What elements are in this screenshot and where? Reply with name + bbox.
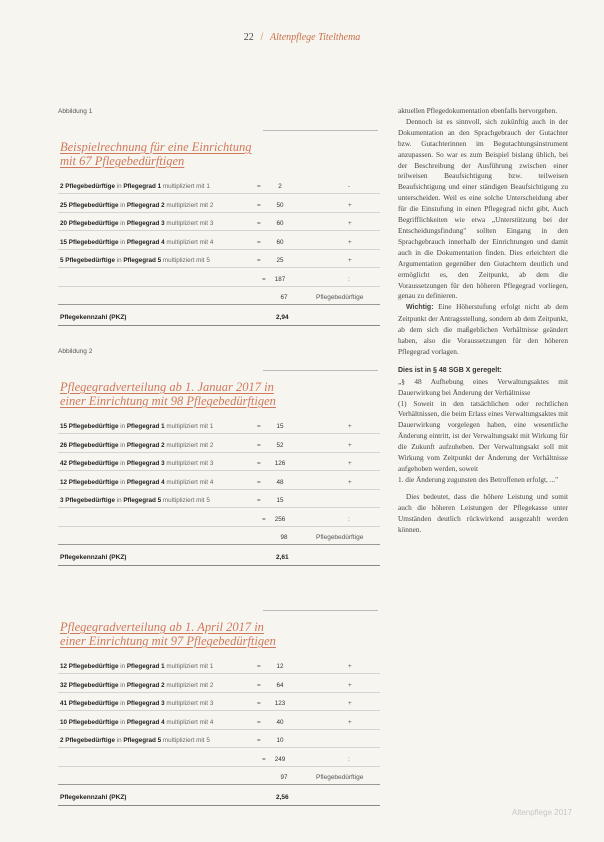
row-grade-word: Pflegegrad: [126, 201, 160, 209]
equals-sign: =: [262, 275, 266, 283]
row-divider: [58, 470, 380, 471]
sum-operator: :: [348, 515, 350, 523]
row-divider: [58, 710, 380, 711]
pkz-row: [58, 554, 380, 568]
row-in: in: [116, 737, 122, 744]
row-grade: 3: [161, 220, 165, 227]
equals-sign: =: [257, 663, 261, 670]
row-label: Pflegebedürftige: [68, 681, 119, 689]
row-multiplied: multipliziert mit: [166, 663, 209, 670]
equals-sign: =: [257, 183, 261, 190]
divider: [263, 610, 378, 611]
pkz-row: [58, 794, 380, 808]
row-factor: 1: [209, 423, 214, 430]
pkz-divider: [58, 325, 380, 326]
row-multiplied: multipliziert mit: [166, 220, 209, 227]
row-description: [60, 662, 213, 672]
total-value: 98: [280, 534, 288, 541]
row-factor: 2: [209, 201, 214, 209]
row-count: 42: [60, 460, 68, 467]
law-heading: Dies ist in § 48 SGB X geregelt:: [398, 366, 502, 374]
paragraph-text: Eine Höherstufung erfolgt nicht ab dem Zeitpunkt der Antragsstellung, sondern ab dem Zeitpunkt, ab dem sich die maßgeblichen Verhältnisse geändert haben, also die Voraussetzungen für den höheren Pflegegrad vorlagen.: [398, 302, 568, 356]
calc-row: [58, 681, 380, 695]
row-grade: 5: [157, 257, 162, 264]
row-result: 50: [276, 201, 284, 209]
figure-block: [58, 108, 380, 321]
row-divider: [58, 544, 380, 545]
figure-title-line: Pflegegradverteilung ab 1. April 2017 in: [60, 620, 264, 634]
calc-row: [58, 256, 380, 270]
row-divider: [58, 286, 380, 287]
paragraph: Dennoch ist es sinnvoll, sich zukünftig auch in der Dokumentation an den Sprachgebrauch der Gutachter bzw. Gutachterinnen im Begutachtungsinstrument anzupassen. So war es zum Beispiel bislang üblich, bei der Beschreibung der Ausführung zwischen einer teilweisen Beaufsichtigung bzw. teilweisen Beaufsichtigung und einer ständigen Beaufsichtigung zu unterscheiden. Weil es eine solche Unterscheidung aber für die Einstufung in einen Pflegegrad nicht gibt, Auch Begrifflichkeiten wie etwa „Unterstützung bei der Entscheidungsfindung" sollten Eingang in den Sprachgebrauch innerhalb der Einrichtungen und damit auch in die Dokumentation finden. Dies erleichtert die Argumentation gegenüber den Gutachtern deutlich und ermöglicht es, den Zeitpunkt, ab dem die Voraussetzungen für den höheren Pflegegrad vorliegen, genau zu definieren.: [398, 116, 568, 301]
row-grade: 5: [157, 737, 162, 744]
figure-title: [60, 140, 252, 168]
row-multiplied: multipliziert mit: [162, 183, 205, 190]
row-grade-word: Pflegegrad: [126, 220, 160, 227]
header-separator: /: [260, 32, 264, 43]
row-divider: [58, 507, 380, 508]
row-label: Pflegebedürftige: [65, 257, 115, 264]
row-description: [60, 478, 213, 488]
section-title: Altenpflege Titelthema: [270, 32, 361, 43]
row-multiplied: multipliziert mit: [166, 238, 209, 246]
row-factor: 5: [206, 737, 210, 744]
row-description: [60, 182, 210, 192]
row-label: Pflegebedürftige: [68, 718, 119, 726]
sum-row: [58, 755, 380, 769]
equals-sign: =: [262, 755, 266, 763]
row-grade: 1: [161, 423, 165, 430]
row-count: 12: [60, 663, 68, 670]
row-multiplied: multipliziert mit: [166, 478, 209, 486]
figure-title-line: Pflegegradverteilung ab 1. Januar 2017 in: [60, 380, 274, 394]
total-unit: Pflegebedürftige: [316, 534, 364, 541]
calc-row: [58, 441, 380, 455]
row-in: in: [120, 663, 126, 670]
equals-sign: =: [262, 515, 266, 523]
row-factor: 2: [209, 441, 214, 449]
row-description: [60, 422, 213, 432]
figure-label: Abbildung 1: [58, 108, 93, 115]
row-multiplied: multipliziert mit: [166, 681, 209, 689]
row-count: 41: [60, 700, 68, 707]
pkz-divider: [58, 565, 380, 566]
row-grade-word: Pflegegrad: [126, 441, 160, 449]
row-result: 126: [274, 460, 286, 467]
row-in: in: [120, 201, 126, 209]
pkz-label: Pflegekennzahl (PKZ): [60, 553, 127, 561]
row-factor: 5: [206, 497, 210, 504]
row-divider: [58, 433, 380, 434]
row-grade-word: Pflegegrad: [126, 460, 160, 467]
row-grade: 4: [161, 718, 165, 726]
row-count: 3: [60, 497, 64, 504]
row-grade-word: Pflegegrad: [126, 681, 160, 689]
row-multiplied: multipliziert mit: [166, 201, 209, 209]
calc-row: [58, 718, 380, 732]
pkz-label: Pflegekennzahl (PKZ): [60, 313, 127, 321]
row-result: 15: [276, 497, 284, 504]
row-result: 60: [276, 220, 284, 227]
row-grade: 4: [161, 478, 165, 486]
row-multiplied: multipliziert mit: [166, 700, 209, 707]
sum-value: 249: [274, 755, 286, 763]
row-label: Pflegebedürftige: [68, 663, 119, 670]
row-result: 40: [276, 718, 284, 726]
row-count: 2: [60, 183, 64, 190]
row-operator: +: [348, 238, 352, 246]
row-operator: +: [348, 718, 352, 726]
figure-title-line: Beispielrechnung für eine Einrichtung: [60, 140, 252, 154]
page-number: 22: [243, 32, 254, 43]
row-in: in: [116, 183, 122, 190]
equals-sign: =: [257, 460, 261, 467]
row-divider: [58, 673, 380, 674]
row-count: 26: [60, 441, 68, 449]
row-result: 2: [278, 183, 282, 190]
row-grade-word: Pflegegrad: [123, 257, 156, 264]
row-count: 20: [60, 220, 68, 227]
row-count: 25: [60, 201, 68, 209]
total-unit: Pflegebedürftige: [316, 774, 364, 781]
row-divider: [58, 249, 380, 250]
row-label: Pflegebedürftige: [65, 737, 115, 744]
row-multiplied: multipliziert mit: [162, 737, 205, 744]
row-factor: 3: [209, 700, 214, 707]
row-divider: [58, 692, 380, 693]
row-divider: [58, 729, 380, 730]
equals-sign: =: [257, 737, 261, 744]
row-label: Pflegebedürftige: [68, 238, 119, 246]
divider: [263, 370, 378, 371]
law-quote: (1) Soweit in den tatsächlichen oder rechtlichen Verhältnissen, die beim Erlass eines Verwaltungsaktes mit Dauerwirkung vorgelegen haben, eine wesentliche Änderung eintritt, ist der Verwaltungsakt mit Wirkung für die Zukunft aufzuheben. Der Verwaltungsakt soll mit Wirkung vom Zeitpunkt der Änderung der Verhältnisse aufgehoben werden, soweit: [398, 398, 568, 473]
equals-sign: =: [257, 201, 261, 209]
sum-operator: :: [348, 755, 350, 763]
calc-row: [58, 736, 380, 750]
row-operator: -: [348, 183, 351, 190]
equals-sign: =: [257, 718, 261, 726]
row-divider: [58, 212, 380, 213]
row-in: in: [116, 257, 122, 264]
row-description: [60, 699, 213, 709]
equals-sign: =: [257, 700, 261, 707]
figure-title-line: einer Einrichtung mit 98 Pflegebedürftigen: [60, 394, 276, 408]
row-grade-word: Pflegegrad: [126, 478, 160, 486]
row-operator: +: [348, 663, 352, 670]
row-factor: 2: [209, 681, 214, 689]
row-divider: [58, 747, 380, 748]
row-grade-word: Pflegegrad: [126, 700, 160, 707]
sum-operator: :: [348, 275, 350, 283]
row-description: [60, 256, 210, 266]
row-operator: +: [348, 201, 352, 209]
row-operator: +: [348, 441, 352, 449]
pkz-label: Pflegekennzahl (PKZ): [60, 793, 127, 801]
pkz-value: 2,94: [276, 313, 289, 321]
row-factor: 3: [209, 220, 214, 227]
row-multiplied: multipliziert mit: [162, 497, 205, 504]
row-grade: 2: [161, 681, 165, 689]
calc-row: [58, 662, 380, 676]
row-count: 12: [60, 478, 68, 486]
row-result: 25: [276, 257, 284, 264]
row-factor: 4: [209, 478, 214, 486]
row-in: in: [120, 423, 126, 430]
row-operator: +: [348, 478, 352, 486]
figure-title: [60, 620, 276, 648]
row-multiplied: multipliziert mit: [166, 718, 209, 726]
row-grade-word: Pflegegrad: [126, 718, 160, 726]
row-description: [60, 201, 213, 211]
sum-row: [58, 515, 380, 529]
row-factor: 1: [209, 663, 214, 670]
row-divider: [58, 304, 380, 305]
paragraph: Dies bedeutet, dass die höhere Leistung und somit auch die höheren Leistungen der Pflegekasse unter Umständen deutlich rückwirkend ausgezahlt werden können.: [398, 491, 568, 534]
row-in: in: [120, 681, 126, 689]
row-result: 15: [276, 423, 284, 430]
row-in: in: [120, 460, 126, 467]
row-in: in: [120, 718, 126, 726]
row-grade-word: Pflegegrad: [123, 737, 156, 744]
figure-block: [58, 588, 380, 801]
row-description: [60, 459, 213, 469]
row-label: Pflegebedürftige: [68, 460, 119, 467]
row-description: [60, 718, 213, 728]
row-in: in: [120, 238, 126, 246]
calc-row: [58, 422, 380, 436]
row-count: 2: [60, 737, 64, 744]
row-in: in: [120, 441, 126, 449]
row-multiplied: multipliziert mit: [166, 423, 209, 430]
row-divider: [58, 784, 380, 785]
row-count: 10: [60, 718, 68, 726]
row-operator: +: [348, 423, 352, 430]
row-label: Pflegebedürftige: [65, 183, 115, 190]
row-result: 123: [274, 700, 286, 707]
sum-row: [58, 275, 380, 289]
row-factor: 1: [206, 183, 210, 190]
total-value: 97: [280, 774, 288, 781]
row-count: 15: [60, 423, 68, 430]
calc-row: [58, 238, 380, 252]
row-description: [60, 219, 213, 229]
calc-row: [58, 699, 380, 713]
figure-label: Abbildung 2: [58, 348, 93, 355]
row-count: 32: [60, 681, 68, 689]
footer-reference: Altenpflege 2017: [512, 808, 573, 817]
row-divider: [58, 489, 380, 490]
row-multiplied: multipliziert mit: [166, 460, 209, 467]
calc-row: [58, 201, 380, 215]
row-description: [60, 681, 213, 691]
pkz-value: 2,61: [276, 553, 289, 561]
row-factor: 4: [209, 238, 214, 246]
total-row: [58, 293, 380, 307]
row-grade: 3: [161, 700, 165, 707]
row-in: in: [120, 220, 126, 227]
row-grade: 3: [161, 460, 165, 467]
calc-row: [58, 478, 380, 492]
figure-block: [58, 348, 380, 561]
figure-title-line: einer Einrichtung mit 97 Pflegebedürftigen: [60, 634, 276, 648]
equals-sign: =: [257, 441, 261, 449]
row-description: [60, 496, 210, 506]
emphasis-label: Wichtig:: [406, 304, 434, 312]
row-factor: 3: [209, 460, 214, 467]
law-quote: „§ 48 Aufhebung eines Verwaltungsaktes mit Dauerwirkung bei Änderung der Verhältnisse: [398, 376, 568, 397]
row-operator: +: [348, 257, 352, 264]
row-grade-word: Pflegegrad: [123, 497, 156, 504]
row-in: in: [120, 478, 126, 486]
row-count: 5: [60, 257, 64, 264]
row-divider: [58, 452, 380, 453]
row-grade-word: Pflegegrad: [126, 238, 160, 246]
body-text-column: [398, 106, 568, 535]
row-multiplied: multipliziert mit: [162, 257, 205, 264]
row-result: 52: [276, 441, 284, 449]
calc-row: [58, 496, 380, 510]
total-unit: Pflegebedürftige: [316, 294, 364, 301]
row-result: 12: [276, 663, 284, 670]
row-result: 64: [276, 681, 284, 689]
row-label: Pflegebedürftige: [65, 497, 115, 504]
equals-sign: =: [257, 238, 261, 246]
row-grade: 1: [157, 183, 162, 190]
pkz-divider: [58, 805, 380, 806]
equals-sign: =: [257, 257, 261, 264]
equals-sign: =: [257, 478, 261, 486]
total-row: [58, 533, 380, 547]
row-label: Pflegebedürftige: [68, 201, 119, 209]
row-grade: 5: [157, 497, 162, 504]
row-operator: +: [348, 700, 352, 707]
row-count: 15: [60, 238, 68, 246]
row-grade-word: Pflegegrad: [123, 183, 156, 190]
row-result: 10: [276, 737, 284, 744]
equals-sign: =: [257, 220, 261, 227]
row-label: Pflegebedürftige: [68, 220, 119, 227]
row-label: Pflegebedürftige: [68, 441, 119, 449]
row-divider: [58, 193, 380, 194]
calc-row: [58, 219, 380, 233]
sum-value: 256: [274, 515, 286, 523]
row-divider: [58, 526, 380, 527]
row-label: Pflegebedürftige: [68, 700, 119, 707]
total-value: 67: [280, 294, 288, 301]
calc-row: [58, 182, 380, 196]
row-factor: 4: [209, 718, 214, 726]
row-grade: 1: [161, 663, 165, 670]
equals-sign: =: [257, 423, 261, 430]
divider: [263, 130, 378, 131]
row-description: [60, 238, 213, 248]
row-divider: [58, 230, 380, 231]
row-grade: 2: [161, 441, 165, 449]
paragraph: [398, 302, 568, 358]
equals-sign: =: [257, 497, 261, 504]
pkz-value: 2,56: [276, 793, 289, 801]
row-operator: +: [348, 220, 352, 227]
row-divider: [58, 766, 380, 767]
total-row: [58, 773, 380, 787]
pkz-row: [58, 314, 380, 328]
row-result: 48: [276, 478, 284, 486]
row-grade: 4: [161, 238, 165, 246]
row-grade-word: Pflegegrad: [126, 423, 160, 430]
row-divider: [58, 267, 380, 268]
row-in: in: [116, 497, 122, 504]
sum-value: 187: [274, 275, 286, 283]
row-label: Pflegebedürftige: [68, 423, 119, 430]
row-label: Pflegebedürftige: [68, 478, 119, 486]
paragraph: aktuellen Pflegedokumentation ebenfalls hervorgehen.: [398, 106, 558, 115]
row-factor: 5: [206, 257, 210, 264]
row-in: in: [120, 700, 126, 707]
row-result: 60: [276, 238, 284, 246]
figure-title-line: mit 67 Pflegebedürftigen: [60, 154, 185, 168]
row-description: [60, 441, 213, 451]
calc-row: [58, 459, 380, 473]
row-operator: +: [348, 681, 352, 689]
row-multiplied: multipliziert mit: [166, 441, 209, 449]
equals-sign: =: [257, 681, 261, 689]
row-description: [60, 736, 210, 746]
row-grade-word: Pflegegrad: [126, 663, 160, 670]
row-grade: 2: [161, 201, 165, 209]
law-quote: 1. die Änderung zugunsten des Betroffenen erfolgt, ...": [398, 474, 559, 484]
row-operator: +: [348, 460, 352, 467]
figure-title: [60, 380, 276, 408]
page-header: [0, 32, 604, 43]
